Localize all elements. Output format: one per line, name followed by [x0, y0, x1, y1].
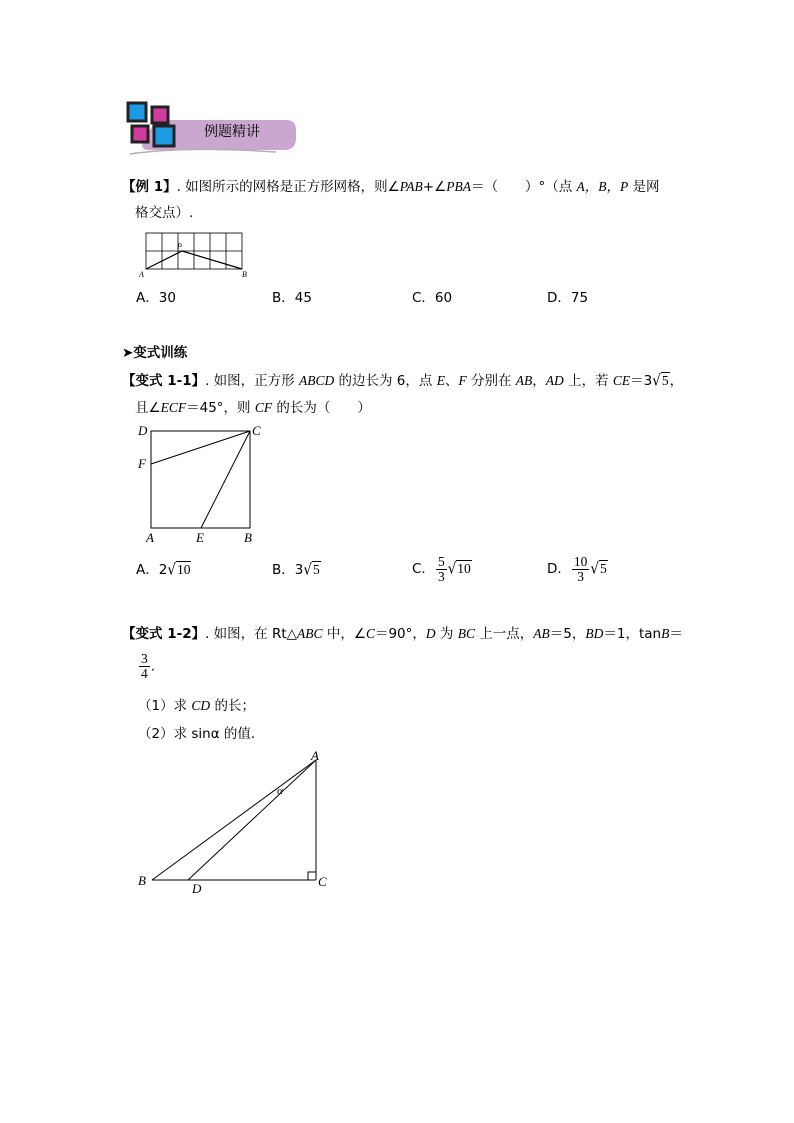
square-figure	[136, 420, 266, 548]
label-a: A	[139, 270, 144, 279]
label-c: C	[252, 423, 261, 438]
example1-tag: 【例 1】	[122, 179, 177, 195]
section-banner	[126, 100, 296, 156]
banner-square-icon-2	[152, 107, 168, 123]
label-alpha: α	[277, 785, 283, 797]
example1-option-c: C．60	[412, 290, 453, 306]
variant2-q2: （2）求 sinα 的值．	[138, 726, 265, 742]
triangle-figure	[130, 748, 340, 898]
variant1-line2: 且∠ECF＝45°，则 CF 的长为（ ）	[135, 400, 371, 416]
grid-figure	[136, 230, 252, 282]
label-b: B	[244, 530, 252, 545]
variant2-fraction: $\frac{3}{4}$ .	[141, 651, 156, 681]
variant2-line1: 【变式 1-2】. 如图，在 Rt△ABC 中，∠C＝90°，D 为 BC 上一点，AB＝5，BD＝1，tanB＝	[122, 626, 683, 642]
variant1-option-d: D． $\frac{10}{3}$ √5	[547, 553, 607, 584]
variant2-tag: 【变式 1-2】	[122, 626, 206, 642]
label-a: A	[311, 748, 319, 763]
variant-header: ➤变式训练	[122, 345, 188, 361]
label-b: B	[242, 270, 247, 279]
example1-option-a: A．30	[136, 290, 176, 306]
variant1-option-b: B．3√5	[272, 560, 320, 580]
example1-line2: 格交点）.	[135, 205, 194, 221]
label-d: D	[192, 881, 202, 896]
variant1-option-c: C． $\frac{5}{3}$ √10	[412, 553, 471, 584]
label-e: E	[196, 530, 204, 545]
label-d: D	[138, 423, 148, 438]
label-c: C	[318, 874, 327, 889]
banner-square-icon-3	[132, 126, 148, 142]
banner-square-icon-4	[154, 126, 174, 146]
label-p: P	[177, 242, 182, 251]
banner-title: 例题精讲	[204, 124, 260, 140]
example1-option-b: B．45	[272, 290, 312, 306]
variant1-line1: 【变式 1-1】. 如图，正方形 ABCD 的边长为 6，点 E、F 分别在 AB，AD 上，若 CE＝3√5，	[122, 371, 684, 391]
label-b: B	[138, 873, 146, 888]
banner-square-icon-1	[128, 103, 146, 121]
label-a: A	[146, 530, 154, 545]
variant2-q1: （1）求 CD 的长；	[138, 698, 255, 714]
label-f: F	[138, 456, 146, 471]
example1-option-d: D．75	[547, 290, 589, 306]
example1-line1: 【例 1】. 如图所示的网格是正方形网格，则∠PAB+∠PBA＝（ ）°（点 A，B，P 是网	[122, 179, 660, 195]
variant1-tag: 【变式 1-1】	[122, 373, 206, 389]
variant1-option-a: A．2√10	[136, 560, 191, 580]
